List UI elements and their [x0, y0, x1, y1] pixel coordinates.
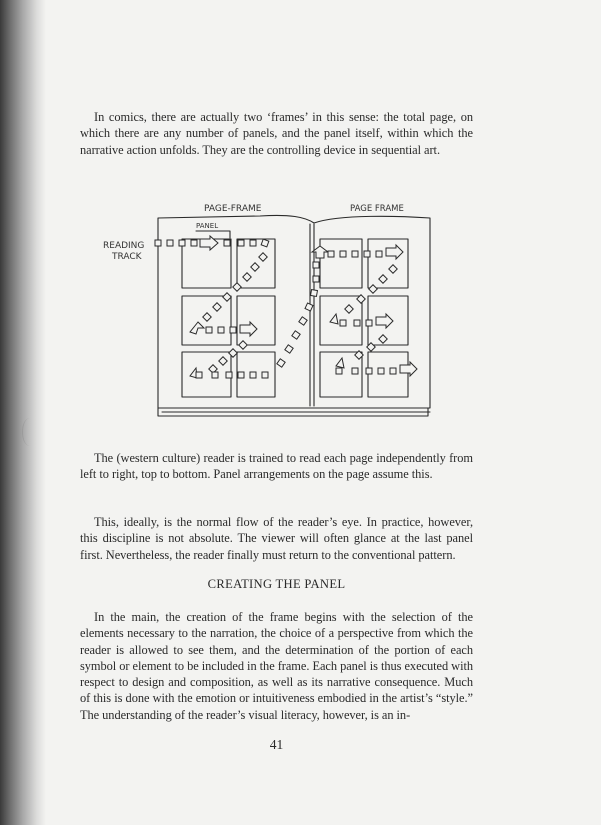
track-arrow-4: [386, 245, 403, 259]
paragraph-reading-direction: The (western culture) reader is trained to read each page independently from left to right, top to bottom. Panel arrangements on the page assume this.: [80, 451, 473, 482]
left-panel-4: [237, 296, 275, 345]
label-track: TRACK: [112, 252, 142, 262]
track-arrow-1: [200, 236, 218, 250]
right-panel-1: [320, 239, 362, 288]
track-arrow-2: [240, 322, 257, 336]
reading-track-figure: [100, 196, 445, 426]
track-arrow-5: [376, 314, 393, 328]
right-panel-6: [368, 352, 408, 397]
right-panel-2: [368, 239, 408, 288]
paragraph-creating-panel: In the main, the creation of the frame begins with the selection of the elements necessary to the narration, the choice of a perspective from which the reader is allowed to see them, and the determination of the portion of each symbol or element to be included in the frame. Each panel is thus executed with respect to design and composition, as well as its narrative consequence. Much of this is done with the emotion or intuitiveness embodied in the artist’s “style.” The understanding of the reader’s visual literacy, however, is an in-: [80, 610, 473, 722]
paragraph-frames: In comics, there are actually two ‘frames’ in this sense: the total page, on which there are any number of panels, and the panel itself, within which the narrative action unfolds. They are the controlling device in sequential art.: [80, 110, 473, 157]
book-binding-shadow: [0, 0, 46, 825]
page-number: 41: [269, 737, 284, 752]
paragraph-eye-flow: This, ideally, is the normal flow of the reader’s eye. In practice, however, this discipline is not absolute. The viewer will often glance at the last panel first. Nevertheless, the reader finally must return to the conventional pattern.: [80, 515, 473, 562]
open-book-outline: [158, 215, 430, 408]
label-page-frame-right: PAGE FRAME: [350, 204, 404, 214]
section-heading: CREATING THE PANEL: [207, 577, 346, 591]
label-panel: PANEL: [196, 222, 219, 230]
label-page-frame-left: PAGE-FRAME: [204, 204, 262, 214]
page-smudge: [22, 418, 37, 446]
label-reading: READING: [103, 241, 145, 251]
reading-track-path: [155, 236, 417, 378]
